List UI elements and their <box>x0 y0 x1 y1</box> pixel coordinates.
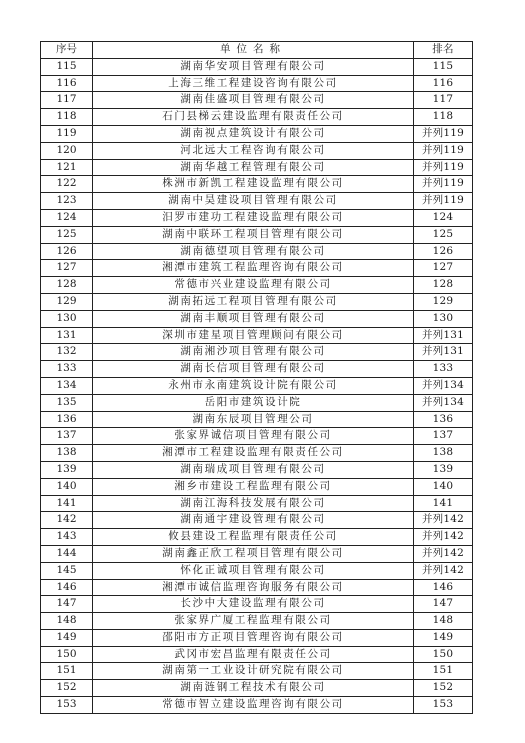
cell-company-name: 河北远大工程咨询有限公司 <box>93 142 414 159</box>
cell-rank: 149 <box>414 629 473 646</box>
cell-index: 135 <box>41 394 93 411</box>
cell-rank: 并列119 <box>414 142 473 159</box>
cell-company-name: 湘潭市建筑工程监理咨询有限公司 <box>93 260 414 277</box>
table-row <box>41 58 473 75</box>
cell-rank: 153 <box>414 697 473 714</box>
cell-company-name: 湖南中昊建设项目管理有限公司 <box>93 193 414 210</box>
cell-company-name: 湖南丰顺项目管理有限公司 <box>93 310 414 327</box>
cell-index: 123 <box>41 193 93 210</box>
cell-company-name: 湖南瑞成项目管理有限公司 <box>93 461 414 478</box>
ranking-document <box>40 41 472 714</box>
table-row <box>41 193 473 210</box>
table-row <box>41 176 473 193</box>
cell-index: 117 <box>41 92 93 109</box>
cell-rank: 并列131 <box>414 344 473 361</box>
table-row <box>41 310 473 327</box>
cell-company-name: 湖南湘沙项目管理有限公司 <box>93 344 414 361</box>
cell-rank: 并列134 <box>414 394 473 411</box>
cell-company-name: 湖南东辰项目管理公司 <box>93 411 414 428</box>
table-row <box>41 92 473 109</box>
cell-index: 131 <box>41 327 93 344</box>
cell-rank: 128 <box>414 277 473 294</box>
cell-rank: 129 <box>414 293 473 310</box>
cell-rank: 137 <box>414 428 473 445</box>
cell-company-name: 湖南中联环工程项目管理有限公司 <box>93 226 414 243</box>
cell-index: 144 <box>41 545 93 562</box>
cell-index: 140 <box>41 478 93 495</box>
table-body <box>41 58 473 713</box>
cell-index: 137 <box>41 428 93 445</box>
cell-rank: 并列119 <box>414 176 473 193</box>
cell-company-name: 湖南鑫正欣工程项目管理有限公司 <box>93 545 414 562</box>
cell-rank: 并列142 <box>414 562 473 579</box>
cell-company-name: 石门县梯云建设监理有限责任公司 <box>93 109 414 126</box>
cell-index: 143 <box>41 529 93 546</box>
table-row <box>41 159 473 176</box>
table-row <box>41 209 473 226</box>
cell-index: 126 <box>41 243 93 260</box>
cell-company-name: 邵阳市方正项目管理咨询有限公司 <box>93 629 414 646</box>
cell-rank: 125 <box>414 226 473 243</box>
table-row <box>41 495 473 512</box>
cell-index: 127 <box>41 260 93 277</box>
cell-rank: 并列119 <box>414 159 473 176</box>
cell-rank: 127 <box>414 260 473 277</box>
cell-rank: 147 <box>414 596 473 613</box>
cell-rank: 116 <box>414 75 473 92</box>
cell-rank: 并列131 <box>414 327 473 344</box>
cell-company-name: 常德市兴业建设监理有限公司 <box>93 277 414 294</box>
ranking-table <box>40 41 473 714</box>
header-rank: 排名 <box>414 42 473 59</box>
cell-index: 147 <box>41 596 93 613</box>
cell-rank: 141 <box>414 495 473 512</box>
table-row <box>41 125 473 142</box>
cell-index: 150 <box>41 646 93 663</box>
cell-index: 119 <box>41 125 93 142</box>
table-row <box>41 377 473 394</box>
cell-company-name: 长沙中大建设监理有限公司 <box>93 596 414 613</box>
table-row <box>41 260 473 277</box>
cell-index: 139 <box>41 461 93 478</box>
table-row <box>41 545 473 562</box>
cell-index: 145 <box>41 562 93 579</box>
table-row <box>41 663 473 680</box>
cell-company-name: 深圳市建星项目管理顾问有限公司 <box>93 327 414 344</box>
cell-index: 122 <box>41 176 93 193</box>
cell-rank: 并列142 <box>414 512 473 529</box>
cell-index: 138 <box>41 445 93 462</box>
cell-rank: 并列119 <box>414 193 473 210</box>
cell-company-name: 株洲市新凯工程建设监理有限公司 <box>93 176 414 193</box>
cell-company-name: 湘乡市建设工程监理有限公司 <box>93 478 414 495</box>
table-row <box>41 75 473 92</box>
cell-company-name: 永州市永南建筑设计院有限公司 <box>93 377 414 394</box>
cell-rank: 146 <box>414 579 473 596</box>
cell-index: 148 <box>41 613 93 630</box>
cell-rank: 151 <box>414 663 473 680</box>
cell-rank: 130 <box>414 310 473 327</box>
cell-rank: 140 <box>414 478 473 495</box>
cell-company-name: 湖南第一工业设计研究院有限公司 <box>93 663 414 680</box>
table-row <box>41 109 473 126</box>
table-row <box>41 411 473 428</box>
cell-index: 128 <box>41 277 93 294</box>
cell-rank: 124 <box>414 209 473 226</box>
cell-rank: 133 <box>414 361 473 378</box>
cell-rank: 并列119 <box>414 125 473 142</box>
cell-index: 124 <box>41 209 93 226</box>
cell-index: 129 <box>41 293 93 310</box>
table-row <box>41 361 473 378</box>
table-row <box>41 512 473 529</box>
table-row <box>41 478 473 495</box>
table-row <box>41 461 473 478</box>
cell-rank: 并列142 <box>414 545 473 562</box>
cell-index: 134 <box>41 377 93 394</box>
cell-rank: 152 <box>414 680 473 697</box>
cell-index: 149 <box>41 629 93 646</box>
cell-company-name: 湖南华安项目管理有限公司 <box>93 58 414 75</box>
header-name: 单位名称 <box>93 42 414 59</box>
cell-company-name: 张家界广厦工程监理有限公司 <box>93 613 414 630</box>
cell-company-name: 湖南江海科技发展有限公司 <box>93 495 414 512</box>
table-row <box>41 529 473 546</box>
cell-index: 130 <box>41 310 93 327</box>
table-row <box>41 243 473 260</box>
cell-company-name: 湘潭市诚信监理咨询服务有限公司 <box>93 579 414 596</box>
cell-index: 133 <box>41 361 93 378</box>
table-row <box>41 629 473 646</box>
table-header <box>41 42 473 59</box>
cell-index: 146 <box>41 579 93 596</box>
cell-index: 141 <box>41 495 93 512</box>
table-row <box>41 293 473 310</box>
cell-rank: 118 <box>414 109 473 126</box>
cell-company-name: 上海三维工程建设咨询有限公司 <box>93 75 414 92</box>
cell-company-name: 岳阳市建筑设计院 <box>93 394 414 411</box>
cell-company-name: 怀化正诚项目管理有限公司 <box>93 562 414 579</box>
cell-company-name: 武冈市宏昌监理有限责任公司 <box>93 646 414 663</box>
cell-company-name: 攸县建设工程监理有限责任公司 <box>93 529 414 546</box>
table-row <box>41 428 473 445</box>
cell-index: 152 <box>41 680 93 697</box>
cell-company-name: 湖南佳盛项目管理有限公司 <box>93 92 414 109</box>
cell-index: 121 <box>41 159 93 176</box>
cell-company-name: 常德市智立建设监理咨询有限公司 <box>93 697 414 714</box>
cell-index: 120 <box>41 142 93 159</box>
cell-company-name: 湖南视点建筑设计有限公司 <box>93 125 414 142</box>
table-row <box>41 697 473 714</box>
table-row <box>41 613 473 630</box>
table-row <box>41 226 473 243</box>
cell-index: 142 <box>41 512 93 529</box>
cell-rank: 126 <box>414 243 473 260</box>
cell-rank: 136 <box>414 411 473 428</box>
cell-index: 116 <box>41 75 93 92</box>
cell-rank: 并列142 <box>414 529 473 546</box>
cell-company-name: 湖南通宇建设管理有限公司 <box>93 512 414 529</box>
table-row <box>41 394 473 411</box>
header-row <box>41 42 473 59</box>
cell-index: 125 <box>41 226 93 243</box>
cell-index: 118 <box>41 109 93 126</box>
table-row <box>41 445 473 462</box>
cell-rank: 148 <box>414 613 473 630</box>
cell-company-name: 湖南拓远工程项目管理有限公司 <box>93 293 414 310</box>
header-index: 序号 <box>41 42 93 59</box>
cell-company-name: 湘潭市工程建设监理有限责任公司 <box>93 445 414 462</box>
cell-company-name: 湖南德望项目管理有限公司 <box>93 243 414 260</box>
table-row <box>41 327 473 344</box>
table-row <box>41 579 473 596</box>
cell-rank: 138 <box>414 445 473 462</box>
table-row <box>41 680 473 697</box>
cell-rank: 115 <box>414 58 473 75</box>
cell-company-name: 湖南华越工程管理有限公司 <box>93 159 414 176</box>
cell-company-name: 湖南涟钢工程技术有限公司 <box>93 680 414 697</box>
cell-company-name: 汨罗市建功工程建设监理有限公司 <box>93 209 414 226</box>
cell-company-name: 张家界诚信项目管理有限公司 <box>93 428 414 445</box>
cell-index: 151 <box>41 663 93 680</box>
table-row <box>41 646 473 663</box>
table-row <box>41 277 473 294</box>
cell-rank: 150 <box>414 646 473 663</box>
cell-index: 115 <box>41 58 93 75</box>
cell-rank: 并列134 <box>414 377 473 394</box>
cell-rank: 117 <box>414 92 473 109</box>
cell-rank: 139 <box>414 461 473 478</box>
cell-index: 153 <box>41 697 93 714</box>
cell-index: 136 <box>41 411 93 428</box>
table-row <box>41 344 473 361</box>
table-row <box>41 142 473 159</box>
cell-index: 132 <box>41 344 93 361</box>
table-row <box>41 596 473 613</box>
cell-company-name: 湖南长信项目管理有限公司 <box>93 361 414 378</box>
table-row <box>41 562 473 579</box>
